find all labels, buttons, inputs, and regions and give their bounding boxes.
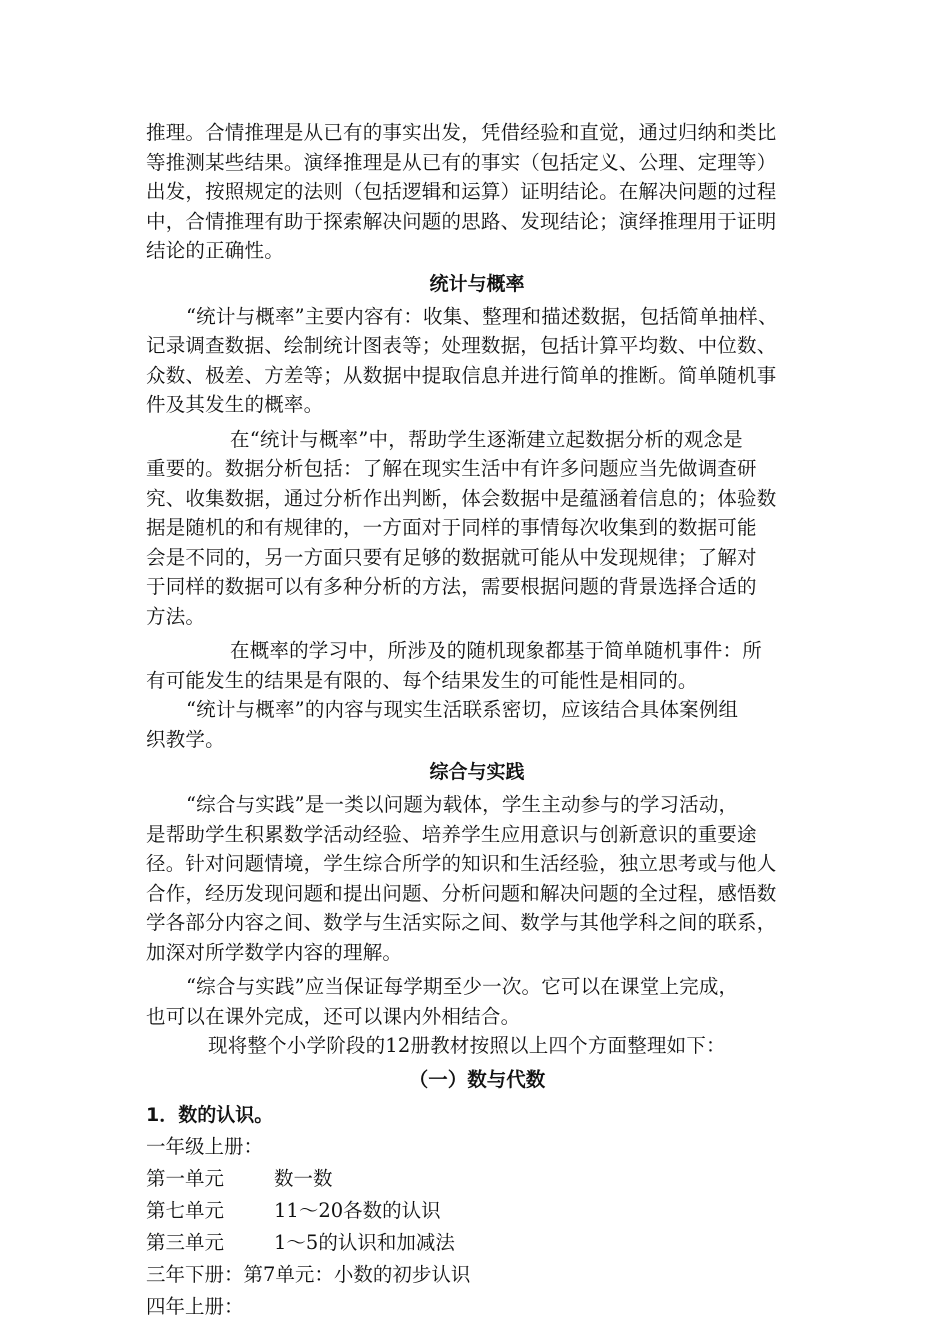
stats-paragraph-1: [146, 302, 808, 420]
text-line: 结论的正确性。: [146, 239, 284, 262]
unit-row: [146, 1163, 808, 1195]
text-line: 径。针对问题情境，学生综合所学的知识和生活经验，独立思考或与他人: [146, 852, 777, 875]
text-line: 件及其发生的概率。: [146, 393, 324, 416]
unit-row: [146, 1227, 808, 1259]
stats-paragraph-3: [146, 636, 808, 695]
text-line: “统计与概率”的内容与现实生活联系密切，应该结合具体案例组: [186, 698, 739, 721]
text-line: 会是不同的，另一方面只要有足够的数据就可能从中发现规律；了解对: [146, 545, 757, 569]
stats-paragraph-2: [146, 425, 808, 632]
text-line: “综合与实践”应当保证每学期至少一次。它可以在课堂上完成，: [186, 975, 739, 998]
text-line: 也可以在课外完成，还可以课内外相结合。: [146, 1004, 521, 1028]
section-heading-number-algebra: （一）数与代数: [408, 1067, 546, 1091]
unit-name: 1～5的认识和加减法: [274, 1230, 455, 1254]
text-line: 有可能发生的结果是有限的、每个结果发生的可能性是相同的。: [146, 668, 698, 692]
text-line: “统计与概率”主要内容有：收集、整理和描述数据，包括简单抽样、: [186, 304, 778, 328]
text-line: 织教学。: [146, 727, 225, 751]
unit-label: 第三单元: [146, 1230, 225, 1254]
grade-label: 四年上册：: [146, 1294, 244, 1318]
text-line: 现将整个小学阶段的12册教材按照以上四个方面整理如下：: [208, 1034, 726, 1057]
unit-name: 数一数: [274, 1166, 333, 1190]
text-line: 学各部分内容之间、数学与生活实际之间、数学与其他学科之间的联系，: [146, 911, 777, 934]
unit-name: 11～20各数的认识: [274, 1198, 441, 1222]
text-line: 合作，经历发现问题和提出问题、分析问题和解决问题的全过程，感悟数: [146, 881, 777, 905]
document-page: [146, 118, 808, 1323]
text-line: 于同样的数据可以有多种分析的方法，需要根据问题的背景选择合适的: [146, 575, 757, 598]
text-line: 记录调查数据、绘制统计图表等；处理数据，包括计算平均数、中位数、: [146, 334, 777, 357]
practice-paragraph-1: [146, 790, 808, 967]
grade-label: 三年下册：第7单元：小数的初步认识: [146, 1262, 471, 1286]
text-line: 在“统计与概率”中，帮助学生逐渐建立起数据分析的观念是: [230, 427, 743, 451]
text-line: 出发，按照规定的法则（包括逻辑和运算）证明结论。在解决问题的过程: [146, 180, 777, 203]
practice-paragraph-2: [146, 972, 808, 1031]
section-heading-practice: 综合与实践: [429, 761, 525, 783]
stats-paragraph-4: [146, 695, 808, 754]
reasoning-paragraph: [146, 118, 808, 266]
text-line: 重要的。数据分析包括：了解在现实生活中有许多问题应当先做调查研: [146, 457, 757, 480]
text-line: 在概率的学习中，所涉及的随机现象都基于简单随机事件：所: [230, 639, 762, 662]
item-title: 1．数的认识。: [146, 1103, 274, 1126]
section-heading-statistics: 统计与概率: [429, 272, 525, 295]
text-line: 中，合情推理有助于探索解决问题的思路、发现结论；演绎推理用于证明: [146, 209, 777, 233]
grade-label: 一年级上册：: [146, 1134, 264, 1158]
text-line: 据是随机的和有规律的，一方面对于同样的事情每次收集到的数据可能: [146, 516, 757, 539]
unit-label: 第七单元: [146, 1198, 225, 1222]
practice-paragraph-3: [146, 1031, 808, 1061]
text-line: 等推测某些结果。演绎推理是从已有的事实（包括定义、公理、定理等）: [146, 150, 777, 174]
text-line: 是帮助学生积累数学活动经验、培养学生应用意识与创新意识的重要途: [146, 822, 757, 846]
text-line: “综合与实践”是一类以问题为载体，学生主动参与的学习活动，: [186, 793, 739, 816]
unit-row: [146, 1195, 808, 1227]
unit-label: 第一单元: [146, 1166, 225, 1190]
text-line: 推理。合情推理是从已有的事实出发，凭借经验和直觉，通过归纳和类比: [146, 121, 777, 144]
text-line: 众数、极差、方差等；从数据中提取信息并进行简单的推断。简单随机事: [146, 363, 777, 387]
text-line: 方法。: [146, 604, 206, 628]
text-line: 究、收集数据，通过分析作出判断，体会数据中是蕴涵着信息的；体验数: [146, 486, 777, 510]
text-line: 加深对所学数学内容的理解。: [146, 940, 403, 964]
